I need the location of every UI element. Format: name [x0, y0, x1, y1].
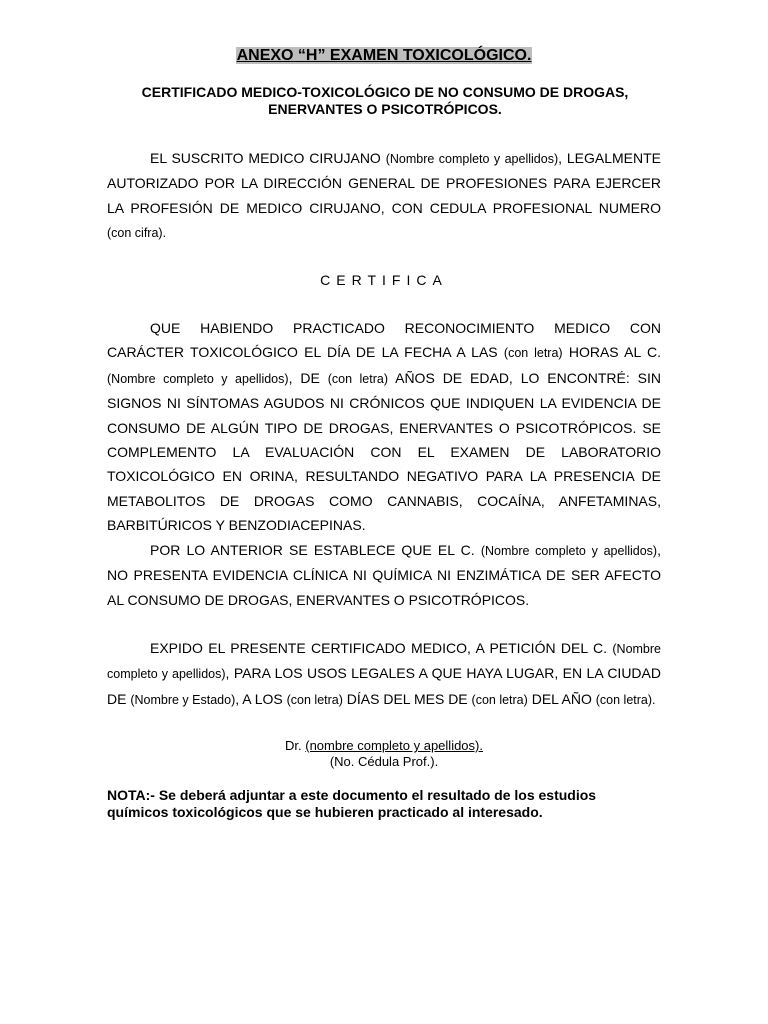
paragraph-issuance-text-g: DÍAS DEL MES DE	[342, 690, 472, 707]
placeholder-month: (con letra)	[471, 692, 528, 707]
paragraph-physician-text-a: EL SUSCRITO MEDICO CIRUJANO	[150, 150, 386, 166]
annex-title-text: ANEXO “H” EXAMEN TOXICOLÓGICO.	[236, 47, 532, 64]
placeholder-hour: (con letra)	[503, 346, 563, 361]
certifica-heading: CERTIFICA	[320, 272, 448, 288]
annex-title	[0, 46, 768, 66]
paragraph-issuance-text-i: DEL AÑO	[527, 690, 596, 707]
signature-block	[0, 738, 768, 770]
paragraph-conclusion	[107, 538, 661, 612]
signature-cedula: (No. Cédula Prof.).	[329, 754, 439, 769]
signature-line	[0, 738, 768, 754]
placeholder-age: (con letra)	[327, 371, 388, 386]
paragraph-examination-text-a: QUE HABIENDO PRACTICADO RECONOCIMIENTO MEDICO CON CARÁCTER TOXICOLÓGICO EL DÍA DE LA FECHA A LAS	[107, 320, 661, 361]
paragraph-examination-text-c: HORAS AL C.	[562, 344, 661, 361]
signature-name-placeholder: (nombre completo y apellidos).	[305, 738, 483, 753]
paragraph-issuance-text-c: , PARA LOS USOS LEGALES A QUE HAYA LUGAR, EN LA CIUDAD DE	[107, 665, 661, 707]
placeholder-physician-name: (Nombre completo y apellidos)	[385, 152, 559, 166]
placeholder-city-state: (Nombre y Estado)	[130, 692, 236, 707]
note-text: NOTA:- Se deberá adjuntar a este documento el resultado de los estudios químicos toxicológicos que se hubieren practicado al interesado.	[107, 787, 597, 820]
paragraph-conclusion-text-c: , NO PRESENTA EVIDENCIA CLÍNICA NI QUÍMICA NI ENZIMÁTICA DE SER AFECTO AL CONSUMO DE DROGAS, ENERVANTES O PSICOTRÓPICOS.	[107, 542, 661, 608]
paragraph-issuance-text-e: , A LOS	[235, 690, 287, 707]
placeholder-requester-name: (Nombre completo y apellidos)	[107, 642, 661, 682]
certificate-subtitle	[130, 84, 640, 118]
paragraph-conclusion-text-a: POR LO ANTERIOR SE ESTABLECE QUE EL C.	[150, 542, 481, 558]
placeholder-year: (con letra).	[595, 692, 656, 707]
subtitle-line-1: CERTIFICADO MEDICO-TOXICOLÓGICO DE NO CONSUMO DE DROGAS,	[141, 84, 629, 100]
placeholder-license-number: (con cifra).	[107, 226, 167, 241]
placeholder-day: (con letra)	[286, 692, 343, 707]
signature-prefix: Dr.	[285, 738, 306, 753]
paragraph-examination-text-e: , DE	[288, 369, 328, 386]
paragraph-examination-text-g: AÑOS DE EDAD, LO ENCONTRÉ: SIN SIGNOS NI SÍNTOMAS AGUDOS NI CRÓNICOS QUE INDIQUEN LA EVIDENCIA DE CONSUMO DE ALGÚN TIPO DE DROGAS, ENERVANTES O PSICOTRÓPICOS. SE COMPLEMENTO LA EVALUACIÓN CON EL EXAMEN DE LABORATORIO TOXICOLÓGICO EN ORINA, RESULTANDO NEGATIVO PARA LA PRESENCIA DE METABOLITOS DE DROGAS COMO CANNABIS, COCAÍNA, ANFETAMINAS, BARBITÚRICOS Y BENZODIACEPINAS.	[107, 369, 661, 534]
paragraph-examination	[107, 316, 661, 538]
paragraph-issuance	[107, 636, 661, 712]
paragraph-physician	[107, 146, 661, 246]
placeholder-patient-name: (Nombre completo y apellidos)	[480, 544, 658, 558]
placeholder-patient-name: (Nombre completo y apellidos)	[107, 371, 289, 386]
paragraph-physician-text-c: , LEGALMENTE AUTORIZADO POR LA DIRECCIÓN GENERAL DE PROFESIONES PARA EJERCER LA PROFESIÓN DE MEDICO CIRUJANO, CON CEDULA PROFESIONAL NUMERO	[107, 150, 661, 216]
paragraph-issuance-text-a: EXPIDO EL PRESENTE CERTIFICADO MEDICO, A PETICIÓN DEL C.	[150, 640, 613, 656]
subtitle-line-2: ENERVANTES O PSICOTRÓPICOS.	[268, 101, 502, 117]
